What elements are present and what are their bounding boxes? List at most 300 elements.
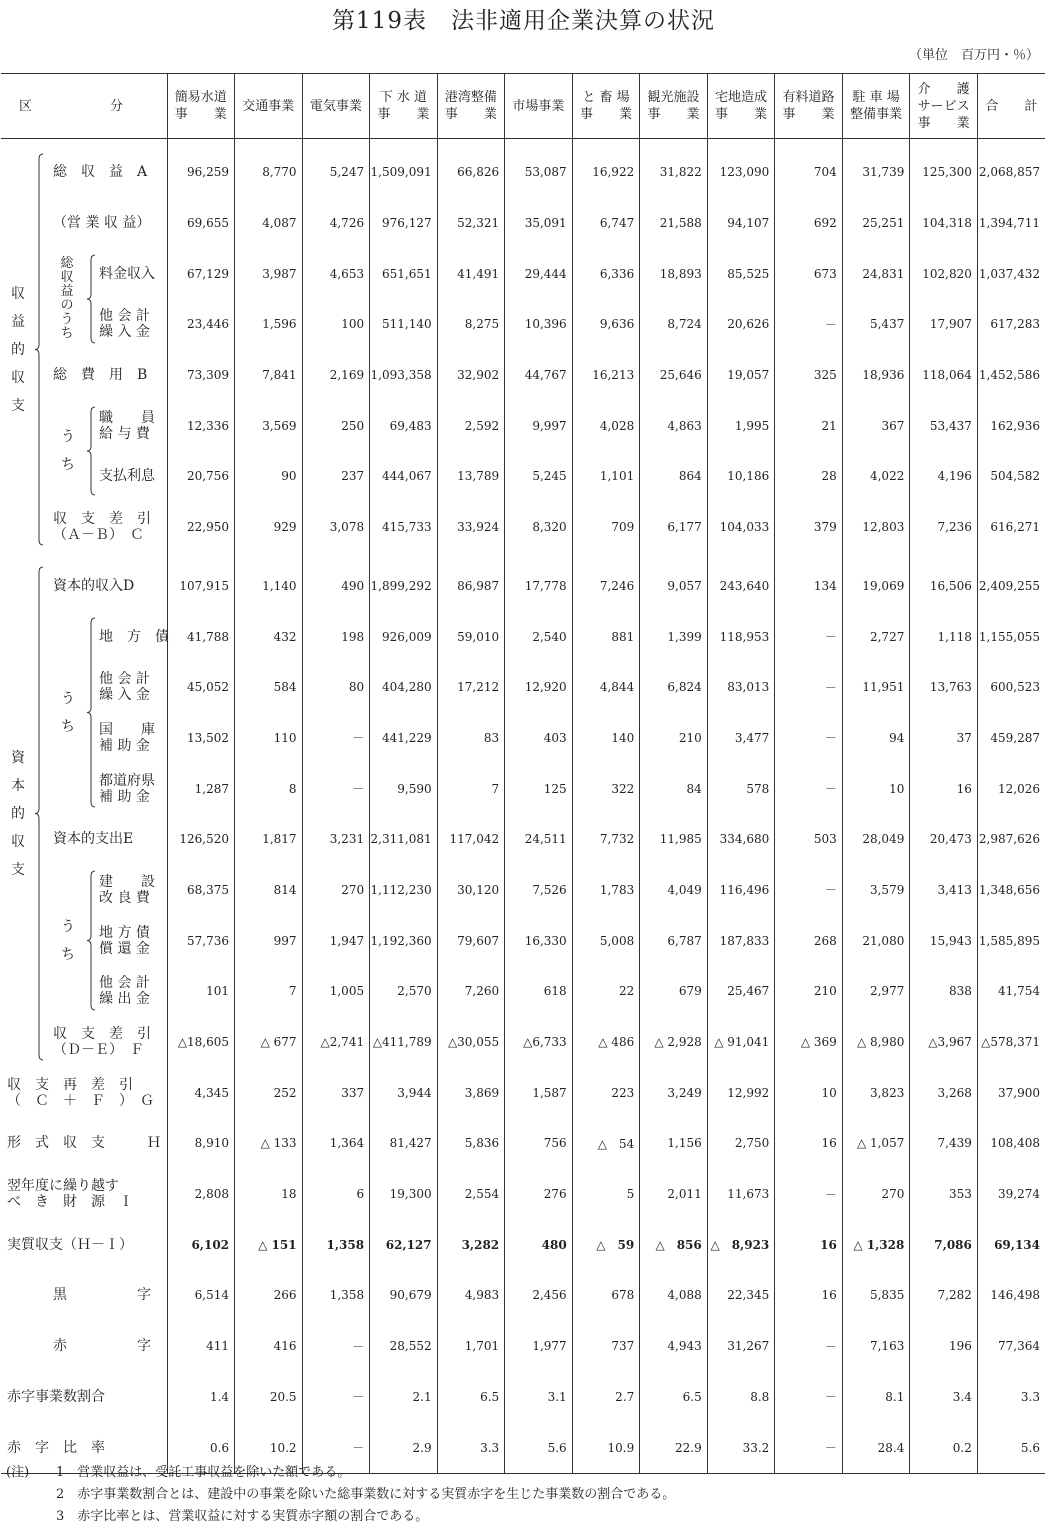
- value-cell: 367: [842, 400, 910, 451]
- value-cell: 5.6: [505, 1422, 573, 1473]
- value-cell: 403: [505, 713, 573, 764]
- row-label: 償 還 金: [99, 940, 150, 957]
- value-cell: 8: [235, 763, 303, 814]
- value-cell: 107,915: [167, 561, 235, 612]
- value-cell: －: [302, 763, 370, 814]
- row-label-cell: [1, 915, 167, 966]
- value-cell: 104,033: [707, 502, 775, 553]
- value-cell: 53,087: [505, 147, 573, 198]
- value-cell: 7,439: [910, 1118, 978, 1169]
- value-cell: 84: [640, 763, 708, 814]
- value-cell: △3,967: [910, 1017, 978, 1068]
- unit-label: （単位 百万円・％）: [908, 48, 1039, 63]
- col-header: [977, 74, 1045, 139]
- vertical-char: の: [60, 298, 74, 313]
- row-label: 改 良 費: [99, 889, 150, 906]
- value-cell: 6: [302, 1169, 370, 1220]
- value-cell: 223: [572, 1067, 640, 1118]
- value-cell: 8,320: [505, 502, 573, 553]
- value-cell: 2,068,857: [977, 147, 1045, 198]
- col-header-line: 駐 車 場: [852, 90, 900, 105]
- value-cell: 7,236: [910, 502, 978, 553]
- table-row: [1, 1372, 1045, 1423]
- value-cell: 8.1: [842, 1372, 910, 1423]
- value-cell: 4,196: [910, 451, 978, 502]
- value-cell: －: [775, 1422, 843, 1473]
- col-header: [775, 74, 843, 139]
- value-cell: 600,523: [977, 662, 1045, 713]
- col-header-line: 簡易水道: [174, 90, 227, 105]
- value-cell: 210: [775, 966, 843, 1017]
- value-cell: 59,010: [437, 611, 505, 662]
- value-cell: 7,841: [235, 350, 303, 401]
- col-header-line: 港湾整備: [444, 90, 497, 105]
- value-cell: 4,726: [302, 198, 370, 249]
- value-cell: 237: [302, 451, 370, 502]
- value-cell: 1,596: [235, 299, 303, 350]
- col-header: [910, 74, 978, 139]
- value-cell: 22.9: [640, 1422, 708, 1473]
- value-cell: 32,902: [437, 350, 505, 401]
- col-header-line: 介 護: [917, 81, 970, 97]
- row-label: 補 助 金: [99, 737, 150, 754]
- value-cell: 3,268: [910, 1067, 978, 1118]
- value-cell: 22: [572, 966, 640, 1017]
- row-label-cell: [1, 1270, 167, 1321]
- note-item: 1 営業収益は、受託工事収益を除いた額である。: [56, 1465, 351, 1480]
- row-label: 総 収 益 A: [53, 164, 148, 181]
- value-cell: 62,127: [370, 1219, 438, 1270]
- row-label: 収 支 差 引: [53, 511, 151, 528]
- value-cell: －: [302, 1321, 370, 1372]
- value-cell: 3,078: [302, 502, 370, 553]
- table-row: [1, 1270, 1045, 1321]
- value-cell: 2.1: [370, 1372, 438, 1423]
- value-cell: 929: [235, 502, 303, 553]
- value-cell: 480: [505, 1219, 573, 1270]
- value-cell: 6,102: [167, 1219, 235, 1270]
- value-cell: 21: [775, 400, 843, 451]
- value-cell: 1,093,358: [370, 350, 438, 401]
- vertical-char: 収: [11, 833, 25, 850]
- vertical-char: 支: [11, 397, 25, 414]
- value-cell: 9,636: [572, 299, 640, 350]
- value-cell: 123,090: [707, 147, 775, 198]
- value-cell: △ 59: [572, 1219, 640, 1270]
- value-cell: 12,992: [707, 1067, 775, 1118]
- value-cell: 17,907: [910, 299, 978, 350]
- value-cell: 3.1: [505, 1372, 573, 1423]
- value-cell: 1,509,091: [370, 147, 438, 198]
- value-cell: －: [775, 1321, 843, 1372]
- value-cell: 3.3: [977, 1372, 1045, 1423]
- row-label: 職 員: [99, 409, 155, 426]
- value-cell: 1,156: [640, 1118, 708, 1169]
- row-label: 総 費 用 B: [53, 367, 148, 384]
- value-cell: －: [775, 713, 843, 764]
- value-cell: 266: [235, 1270, 303, 1321]
- value-cell: 7,163: [842, 1321, 910, 1372]
- value-cell: 16: [910, 763, 978, 814]
- row-label: 収 支 再 差 引: [7, 1076, 133, 1093]
- value-cell: －: [302, 1372, 370, 1423]
- value-cell: 270: [302, 865, 370, 916]
- value-cell: 2,750: [707, 1118, 775, 1169]
- value-cell: 5: [572, 1169, 640, 1220]
- col-header-line: 有料道路: [782, 90, 835, 105]
- value-cell: 15,943: [910, 915, 978, 966]
- value-cell: 4,863: [640, 400, 708, 451]
- value-cell: 2,456: [505, 1270, 573, 1321]
- value-cell: 21,588: [640, 198, 708, 249]
- value-cell: 68,375: [167, 865, 235, 916]
- row-label: 建 設: [99, 873, 155, 890]
- value-cell: 7,732: [572, 814, 640, 865]
- row-label: 資本的支出E: [53, 831, 134, 848]
- row-label-cell: [1, 502, 167, 553]
- value-cell: 976,127: [370, 198, 438, 249]
- row-label: 翌年度に繰り越す: [7, 1178, 119, 1195]
- value-cell: △ 151: [235, 1219, 303, 1270]
- col-header-line: 事 業: [444, 107, 497, 122]
- value-cell: 2.9: [370, 1422, 438, 1473]
- value-cell: △18,605: [167, 1017, 235, 1068]
- value-cell: △30,055: [437, 1017, 505, 1068]
- table-row: [1, 1017, 1045, 1068]
- value-cell: 83: [437, 713, 505, 764]
- value-cell: 276: [505, 1169, 573, 1220]
- value-cell: 126,520: [167, 814, 235, 865]
- settlement-table: [1, 73, 1045, 1474]
- vertical-char: 収: [11, 285, 25, 302]
- table-row: [1, 350, 1045, 401]
- value-cell: 6,787: [640, 915, 708, 966]
- value-cell: 31,739: [842, 147, 910, 198]
- col-header-line: 合 計: [985, 98, 1038, 114]
- row-label: 他 会 計: [99, 671, 150, 688]
- col-header-line: 事 業: [377, 107, 430, 122]
- value-cell: 1,817: [235, 814, 303, 865]
- value-cell: 5.6: [977, 1422, 1045, 1473]
- value-cell: 7: [437, 763, 505, 814]
- value-cell: 2.7: [572, 1372, 640, 1423]
- value-cell: 1,287: [167, 763, 235, 814]
- value-cell: △ 1,057: [842, 1118, 910, 1169]
- value-cell: △ 91,041: [707, 1017, 775, 1068]
- value-cell: 1,358: [302, 1219, 370, 1270]
- col-header: [640, 74, 708, 139]
- value-cell: 66,826: [437, 147, 505, 198]
- table-body: [1, 139, 1045, 1474]
- value-cell: △ 8,980: [842, 1017, 910, 1068]
- brace-uchi: [86, 617, 96, 808]
- value-cell: 2,570: [370, 966, 438, 1017]
- value-cell: 1,364: [302, 1118, 370, 1169]
- value-cell: 584: [235, 662, 303, 713]
- col-header: [437, 74, 505, 139]
- value-cell: 16: [775, 1270, 843, 1321]
- value-cell: 101: [167, 966, 235, 1017]
- row-label: 給 与 費: [99, 425, 150, 442]
- value-cell: 6.5: [437, 1372, 505, 1423]
- value-cell: 20,473: [910, 814, 978, 865]
- value-cell: 4,983: [437, 1270, 505, 1321]
- col-header-line: 観光施設: [647, 90, 700, 105]
- value-cell: 4,022: [842, 451, 910, 502]
- table-row: [1, 147, 1045, 198]
- value-cell: 1,452,586: [977, 350, 1045, 401]
- brace-uchi: [86, 254, 96, 344]
- value-cell: 35,091: [505, 198, 573, 249]
- value-cell: 118,953: [707, 611, 775, 662]
- value-cell: 10.9: [572, 1422, 640, 1473]
- table-row: [1, 865, 1045, 916]
- group-label-shihon: [10, 744, 26, 884]
- value-cell: 17,778: [505, 561, 573, 612]
- value-cell: 1,140: [235, 561, 303, 612]
- row-label-cell: [1, 1118, 167, 1169]
- value-cell: 756: [505, 1118, 573, 1169]
- value-cell: 4,844: [572, 662, 640, 713]
- value-cell: 1,399: [640, 611, 708, 662]
- value-cell: 673: [775, 248, 843, 299]
- value-cell: 19,300: [370, 1169, 438, 1220]
- value-cell: 44,767: [505, 350, 573, 401]
- value-cell: 1,947: [302, 915, 370, 966]
- value-cell: 243,640: [707, 561, 775, 612]
- group-label-uchi: [60, 423, 76, 479]
- value-cell: 17,212: [437, 662, 505, 713]
- value-cell: 4,028: [572, 400, 640, 451]
- col-header-line: 整備事業: [850, 107, 903, 122]
- value-cell: 444,067: [370, 451, 438, 502]
- value-cell: 864: [640, 451, 708, 502]
- value-cell: 2,808: [167, 1169, 235, 1220]
- value-cell: 7,282: [910, 1270, 978, 1321]
- value-cell: 7,246: [572, 561, 640, 612]
- vertical-char: ち: [61, 946, 75, 963]
- value-cell: 16: [775, 1118, 843, 1169]
- row-label: （営 業 収 益）: [53, 215, 151, 232]
- value-cell: 9,997: [505, 400, 573, 451]
- value-cell: 33.2: [707, 1422, 775, 1473]
- value-cell: 28.4: [842, 1422, 910, 1473]
- value-cell: 322: [572, 763, 640, 814]
- value-cell: 6,514: [167, 1270, 235, 1321]
- vertical-char: ち: [61, 457, 75, 473]
- col-header-line: 事 業: [917, 115, 970, 131]
- vertical-char: 本: [11, 777, 25, 794]
- row-label-cell: [1, 1321, 167, 1372]
- col-header-line: 事 業: [174, 107, 227, 122]
- vertical-char: 総: [60, 256, 74, 271]
- value-cell: △ 856: [640, 1219, 708, 1270]
- value-cell: 79,607: [437, 915, 505, 966]
- header-row: [1, 74, 1045, 139]
- value-cell: △ 54: [572, 1118, 640, 1169]
- value-cell: 85,525: [707, 248, 775, 299]
- value-cell: 2,987,626: [977, 814, 1045, 865]
- value-cell: 100: [302, 299, 370, 350]
- value-cell: 81,427: [370, 1118, 438, 1169]
- row-label: （Ａ－Ｂ） Ｃ: [53, 527, 144, 544]
- col-header-line: 事 業: [579, 107, 632, 122]
- row-label: 繰 入 金: [99, 324, 150, 341]
- vertical-char: う: [61, 690, 75, 707]
- value-cell: 379: [775, 502, 843, 553]
- table-row: [1, 299, 1045, 350]
- value-cell: 140: [572, 713, 640, 764]
- value-cell: 3,823: [842, 1067, 910, 1118]
- value-cell: 3,869: [437, 1067, 505, 1118]
- row-label-cell: [1, 561, 167, 612]
- table-row: [1, 915, 1045, 966]
- value-cell: －: [775, 662, 843, 713]
- value-cell: 416: [235, 1321, 303, 1372]
- vertical-char: 益: [11, 313, 25, 330]
- col-header: [572, 74, 640, 139]
- value-cell: 13,502: [167, 713, 235, 764]
- row-label-cell: [1, 1219, 167, 1270]
- value-cell: 25,646: [640, 350, 708, 401]
- value-cell: 11,951: [842, 662, 910, 713]
- value-cell: 11,673: [707, 1169, 775, 1220]
- col-header-line: 下 水 道: [379, 90, 427, 105]
- value-cell: 125: [505, 763, 573, 814]
- value-cell: 616,271: [977, 502, 1045, 553]
- value-cell: 6.5: [640, 1372, 708, 1423]
- table-row: [1, 1067, 1045, 1118]
- value-cell: 7: [235, 966, 303, 1017]
- value-cell: 187,833: [707, 915, 775, 966]
- value-cell: 20,626: [707, 299, 775, 350]
- value-cell: 1,701: [437, 1321, 505, 1372]
- vertical-char: 的: [11, 805, 25, 822]
- table-row: [1, 611, 1045, 662]
- value-cell: 25,251: [842, 198, 910, 249]
- value-cell: 5,437: [842, 299, 910, 350]
- col-header-line: 事 業: [782, 107, 835, 122]
- value-cell: △6,733: [505, 1017, 573, 1068]
- value-cell: 18: [235, 1169, 303, 1220]
- col-header-line: 市場事業: [512, 98, 565, 114]
- value-cell: 198: [302, 611, 370, 662]
- note-item: 2 赤字事業数割合とは、建設中の事業を除いた総事業数に対する実質赤字を生じた事業数の割合である。: [56, 1487, 676, 1502]
- row-label: 繰 出 金: [99, 991, 150, 1008]
- value-cell: 325: [775, 350, 843, 401]
- row-label: 他 会 計: [99, 308, 150, 325]
- group-label-shueki: [10, 280, 26, 420]
- value-cell: 504,582: [977, 451, 1045, 502]
- value-cell: 94: [842, 713, 910, 764]
- value-cell: 1,783: [572, 865, 640, 916]
- value-cell: 814: [235, 865, 303, 916]
- value-cell: 578: [707, 763, 775, 814]
- value-cell: 1,118: [910, 611, 978, 662]
- value-cell: 1,101: [572, 451, 640, 502]
- value-cell: 4,049: [640, 865, 708, 916]
- value-cell: 459,287: [977, 713, 1045, 764]
- value-cell: 7,086: [910, 1219, 978, 1270]
- value-cell: 37: [910, 713, 978, 764]
- table-row: [1, 713, 1045, 764]
- value-cell: 90,679: [370, 1270, 438, 1321]
- value-cell: 18,936: [842, 350, 910, 401]
- vertical-char: ち: [61, 718, 75, 735]
- col-header: [235, 74, 303, 139]
- value-cell: 22,345: [707, 1270, 775, 1321]
- value-cell: 28: [775, 451, 843, 502]
- value-cell: 10,186: [707, 451, 775, 502]
- value-cell: 12,336: [167, 400, 235, 451]
- value-cell: 4,345: [167, 1067, 235, 1118]
- vertical-char: う: [61, 918, 75, 935]
- table-row: [1, 198, 1045, 249]
- value-cell: △ 2,928: [640, 1017, 708, 1068]
- value-cell: 709: [572, 502, 640, 553]
- value-cell: 881: [572, 611, 640, 662]
- value-cell: 3,249: [640, 1067, 708, 1118]
- vertical-char: 的: [11, 341, 25, 358]
- value-cell: 28,552: [370, 1321, 438, 1372]
- value-cell: 21,080: [842, 915, 910, 966]
- value-cell: 2,409,255: [977, 561, 1045, 612]
- value-cell: 73,309: [167, 350, 235, 401]
- value-cell: 6,336: [572, 248, 640, 299]
- value-cell: 10: [842, 763, 910, 814]
- value-cell: 0.2: [910, 1422, 978, 1473]
- value-cell: △2,741: [302, 1017, 370, 1068]
- value-cell: 3,413: [910, 865, 978, 916]
- table-row: [1, 1321, 1045, 1372]
- value-cell: 117,042: [437, 814, 505, 865]
- table-row: [1, 763, 1045, 814]
- row-label: 地 方 債: [99, 628, 169, 645]
- value-cell: 3,282: [437, 1219, 505, 1270]
- table-row: [1, 966, 1045, 1017]
- value-cell: 196: [910, 1321, 978, 1372]
- value-cell: －: [775, 611, 843, 662]
- value-cell: 57,736: [167, 915, 235, 966]
- value-cell: 2,592: [437, 400, 505, 451]
- value-cell: 41,491: [437, 248, 505, 299]
- col-header: [167, 74, 235, 139]
- row-label: （Ｄ－Ｅ） Ｆ: [53, 1042, 144, 1059]
- value-cell: △ 369: [775, 1017, 843, 1068]
- value-cell: 162,936: [977, 400, 1045, 451]
- value-cell: 503: [775, 814, 843, 865]
- row-label: 支払利息: [99, 468, 155, 485]
- value-cell: 9,590: [370, 763, 438, 814]
- value-cell: △ 677: [235, 1017, 303, 1068]
- row-label: 実質収支（Ｈ－Ｉ）: [7, 1236, 133, 1253]
- value-cell: 83,013: [707, 662, 775, 713]
- row-label: 都道府県: [99, 772, 155, 789]
- value-cell: 5,835: [842, 1270, 910, 1321]
- value-cell: 411: [167, 1321, 235, 1372]
- value-cell: 651,651: [370, 248, 438, 299]
- col-header-line: 交通事業: [242, 98, 295, 114]
- value-cell: 41,788: [167, 611, 235, 662]
- value-cell: 10,396: [505, 299, 573, 350]
- value-cell: 20,756: [167, 451, 235, 502]
- value-cell: 1,585,895: [977, 915, 1045, 966]
- value-cell: 4,088: [640, 1270, 708, 1321]
- value-cell: －: [775, 865, 843, 916]
- value-cell: 16,922: [572, 147, 640, 198]
- value-cell: 3,579: [842, 865, 910, 916]
- value-cell: 2,977: [842, 966, 910, 1017]
